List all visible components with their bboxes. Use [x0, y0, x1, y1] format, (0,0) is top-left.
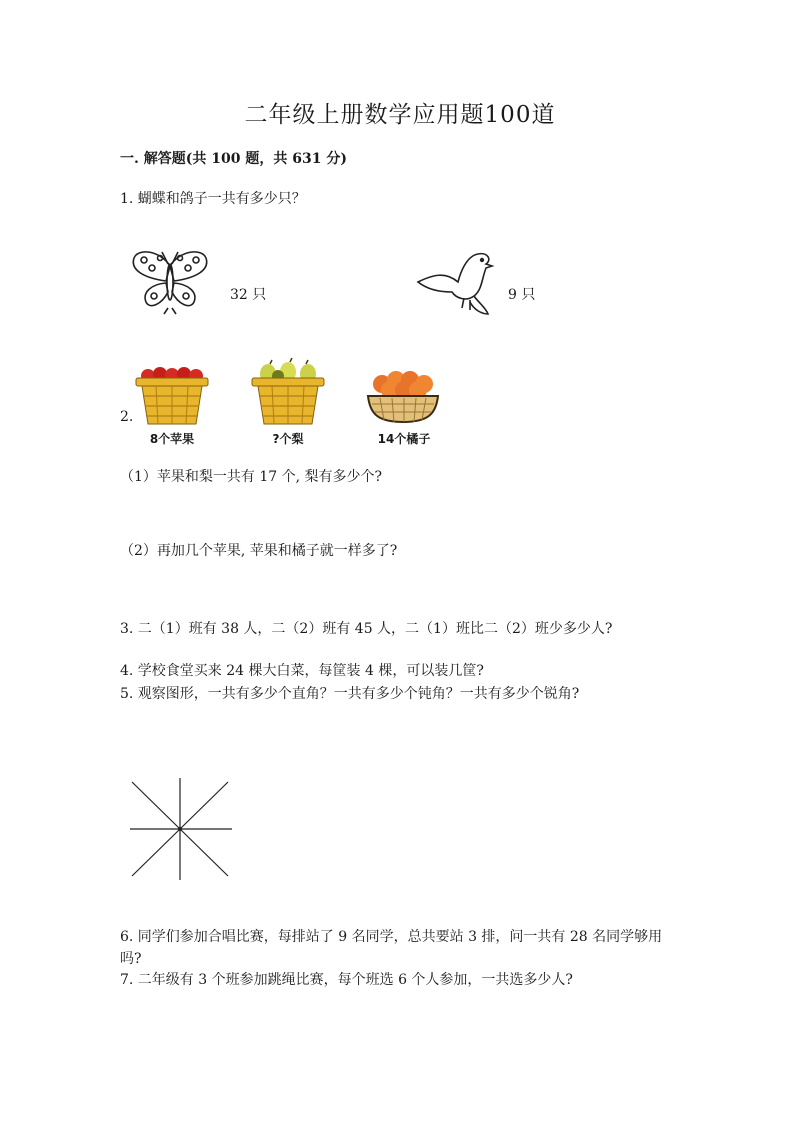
pigeon-count: 9 只	[508, 287, 536, 303]
question-3: 3. 二（1）班有 38 人，二（2）班有 45 人，二（1）班比二（2）班少多少人?	[120, 621, 613, 637]
butterfly-count: 32 只	[230, 287, 267, 303]
question-6: 6. 同学们参加合唱比赛，每排站了 9 名同学，总共要站 3 排，问一共有 28 名同学够用吗?	[120, 929, 663, 967]
question-4: 4. 学校食堂买来 24 棵大白菜，每筐装 4 棵，可以装几筐?	[120, 663, 484, 679]
question-1: 1. 蝴蝶和鸽子一共有多少只？	[120, 191, 306, 207]
question-2-part-2: （2）再加几个苹果, 苹果和橘子就一样多了?	[120, 543, 398, 559]
pigeon-icon	[416, 252, 496, 316]
angle-figure	[128, 778, 232, 880]
basket-label-apples: 8个苹果	[149, 432, 195, 446]
page-title: 二年级上册数学应用题100道	[244, 102, 556, 128]
butterfly-icon	[130, 248, 210, 314]
basket-label-oranges: 14个橘子	[377, 432, 431, 446]
question-2-number: 2.	[120, 409, 134, 425]
basket-label-pears: ?个梨	[272, 432, 304, 446]
section-heading: 一. 解答题(共 100 题，共 631 分)	[120, 151, 347, 167]
pear-basket-icon	[250, 358, 326, 428]
question-7: 7. 二年级有 3 个班参加跳绳比赛，每个班选 6 个人参加，一共选多少人?	[120, 972, 573, 988]
question-2-part-1: （1）苹果和梨一共有 17 个, 梨有多少个?	[120, 469, 383, 485]
apple-basket-icon	[134, 360, 210, 428]
question-5: 5. 观察图形，一共有多少个直角？一共有多少个钝角？一共有多少个锐角?	[120, 686, 580, 702]
orange-basket-icon	[364, 368, 442, 426]
